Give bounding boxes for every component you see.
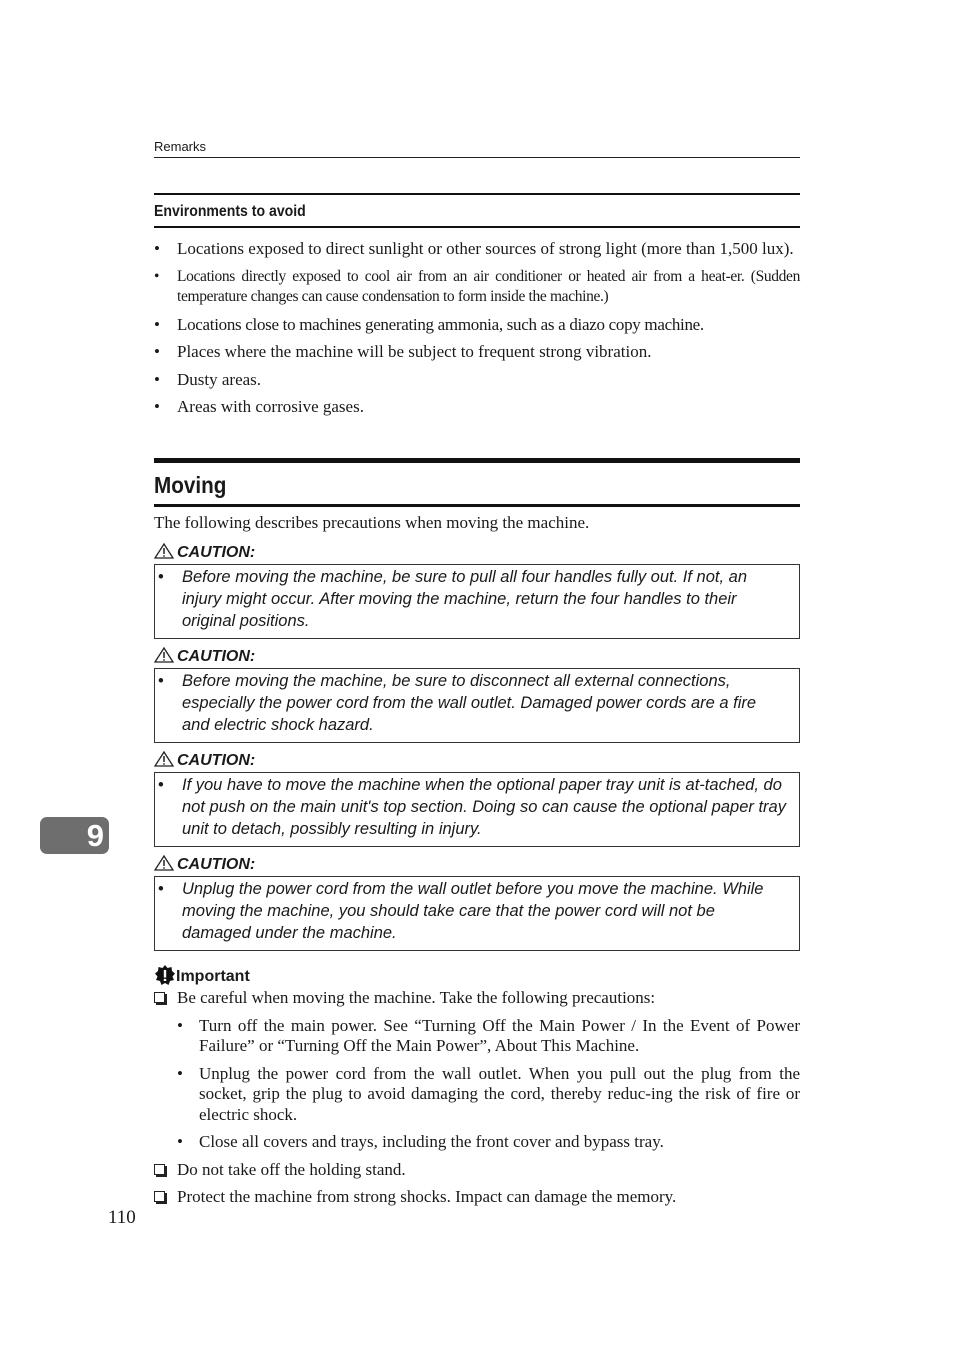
list-item: • Areas with corrosive gases.	[154, 397, 364, 416]
moving-intro: The following describes precautions when moving the machine.	[154, 513, 590, 532]
warning-triangle-icon	[154, 855, 174, 871]
environments-list	[154, 239, 800, 425]
list-item: • Turn off the main power. See “Turning Off the Main Power / In the Event of Power Failure” or “Turning Off the Main Power”, About This Machine.	[177, 1015, 800, 1055]
list-item: • Locations exposed to direct sunlight or other sources of strong light (more than 1,500 lux).	[154, 239, 794, 258]
checkbox-icon	[154, 992, 165, 1003]
moving-heading: Moving	[154, 458, 800, 507]
list-item: • Locations close to machines generating ammonia, such as a diazo copy machine.	[154, 314, 704, 334]
caution-box: • Unplug the power cord from the wall outlet before you move the machine. While moving the machine, you should take care that the power cord will not be damaged under the machine.	[154, 876, 800, 951]
important-label: Important	[154, 964, 250, 988]
warning-triangle-icon	[154, 751, 174, 767]
caution-label: CAUTION:	[154, 647, 800, 667]
list-item: • Locations directly exposed to cool air from an air conditioner or heated air from a heat-er. (Sudden temperature changes can cause condensation to form inside the machine.)	[154, 267, 800, 305]
list-item: Do not take off the holding stand.	[154, 1160, 800, 1181]
caution-label: CAUTION:	[154, 543, 800, 563]
chapter-tab: 9	[40, 817, 109, 854]
precautions-sublist	[177, 1016, 800, 1153]
list-item: • Dusty areas.	[154, 369, 262, 389]
list-item: • Places where the machine will be subject to frequent strong vibration.	[154, 342, 652, 361]
important-icon	[154, 964, 176, 986]
caution-label: CAUTION:	[154, 751, 800, 771]
running-head: Remarks	[154, 139, 800, 158]
warning-triangle-icon	[154, 543, 174, 559]
environments-heading: Environments to avoid	[154, 193, 800, 228]
caution-label: CAUTION:	[154, 855, 800, 875]
page-number: 110	[108, 1207, 136, 1228]
caution-box: • Before moving the machine, be sure to disconnect all external connections, especially the power cord from the wall outlet. Damaged power cords are a fire and electric shock hazard.	[154, 668, 800, 743]
warning-triangle-icon	[154, 647, 174, 663]
checkbox-icon	[154, 1164, 165, 1175]
caution-box: • Before moving the machine, be sure to pull all four handles fully out. If not, an injury might occur. After moving the machine, return the four handles to their original positions.	[154, 564, 800, 639]
list-item: Be careful when moving the machine. Take the following precautions: • Turn off the main power. See “Turning Off the Main Power / In the Event of Power Failure” or “Turning Off the Main Power”, About This Machine. • Unplug the power cord from the wall outlet. When you pull out the plug from the socket, grip the plug to avoid damaging the cord, thereby reduc-ing the risk of fire or electric shock. • Close all covers and trays, including the front cover and bypass tray.	[154, 988, 800, 1153]
caution-box: • If you have to move the machine when the optional paper tray unit is at-tached, do not push on the main unit's top section. Doing so can cause the optional paper tray unit to detach, possibly resulting in injury.	[154, 772, 800, 847]
important-list	[154, 988, 800, 1215]
checkbox-icon	[154, 1191, 165, 1202]
list-item: Protect the machine from strong shocks. Impact can damage the memory.	[154, 1187, 800, 1208]
list-item: • Unplug the power cord from the wall outlet. When you pull out the plug from the socket, grip the plug to avoid damaging the cord, thereby reduc-ing the risk of fire or electric shock.	[177, 1063, 800, 1124]
list-item: • Close all covers and trays, including the front cover and bypass tray.	[177, 1132, 664, 1151]
